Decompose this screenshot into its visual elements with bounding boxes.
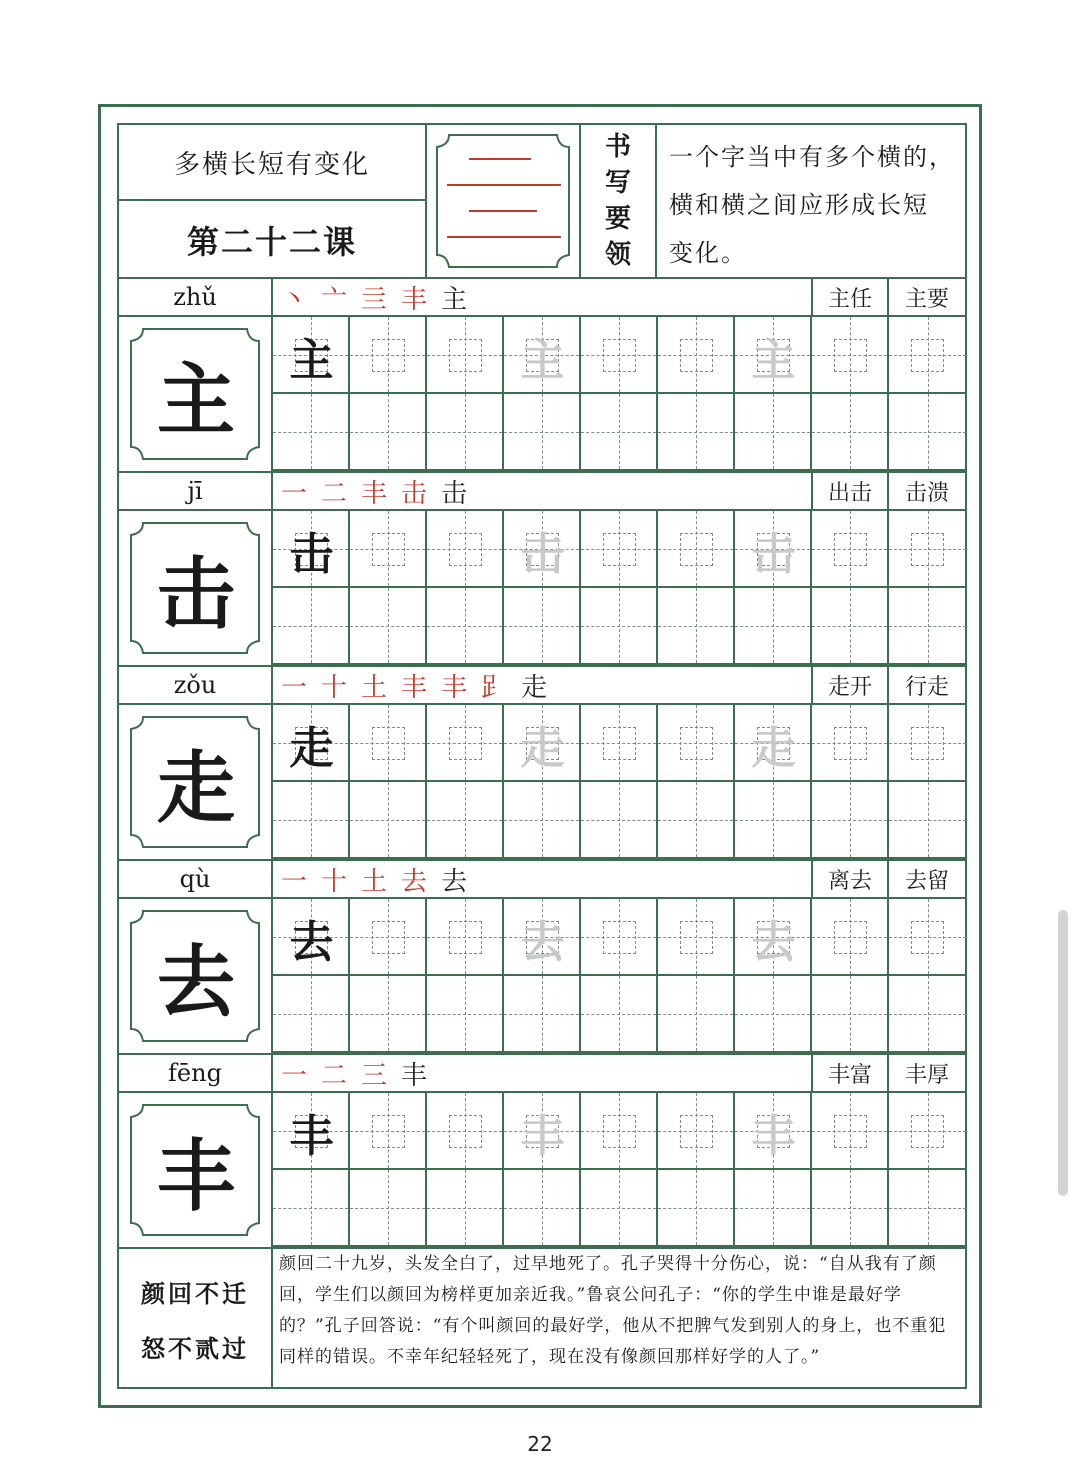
practice-cell[interactable] xyxy=(504,1093,581,1170)
stroke-step: 𧾷 xyxy=(481,672,508,703)
lesson-title-cell xyxy=(119,125,427,277)
writing-key-label xyxy=(581,125,657,277)
trace-character: 走 xyxy=(520,722,565,774)
practice-grid xyxy=(273,899,965,1053)
practice-cell[interactable] xyxy=(504,705,581,782)
tip-line: 变化。 xyxy=(669,239,747,267)
stroke-order xyxy=(273,1055,813,1093)
practice-cell[interactable] xyxy=(889,511,966,588)
trace-character: 去 xyxy=(751,916,796,968)
practice-cell[interactable] xyxy=(735,588,812,665)
lesson-header xyxy=(119,125,965,279)
trace-character: 主 xyxy=(751,334,796,386)
sample-character: 主 xyxy=(289,334,334,386)
stroke-step: 亖 xyxy=(361,284,388,315)
example-word: 行走 xyxy=(889,667,965,705)
label-char: 领 xyxy=(604,240,631,270)
practice-cell[interactable] xyxy=(889,1170,966,1247)
practice-cell[interactable] xyxy=(581,317,658,394)
tip-line: 横和横之间应形成长短 xyxy=(669,191,929,219)
practice-cell[interactable] xyxy=(427,1093,504,1170)
trace-character: 丰 xyxy=(520,1110,565,1162)
stroke-step: 一 xyxy=(281,672,308,703)
practice-cell[interactable] xyxy=(889,782,966,859)
tip-line: 一个字当中有多个横的， xyxy=(669,143,955,171)
practice-cell[interactable] xyxy=(504,782,581,859)
practice-cell[interactable] xyxy=(889,394,966,471)
stroke-step: 丰 xyxy=(401,672,428,703)
practice-cell[interactable] xyxy=(350,705,427,782)
pinyin: zhǔ xyxy=(119,279,273,317)
practice-cell[interactable] xyxy=(735,705,812,782)
model-character-box xyxy=(119,511,273,665)
practice-cell[interactable] xyxy=(581,782,658,859)
practice-grid xyxy=(273,317,965,471)
practice-cell[interactable] xyxy=(812,705,889,782)
trace-character: 去 xyxy=(520,916,565,968)
scrollbar[interactable] xyxy=(1058,910,1068,1196)
stroke-order xyxy=(273,667,813,705)
stroke-step: 去 xyxy=(401,866,428,897)
practice-cell[interactable] xyxy=(889,899,966,976)
stroke-step: 丰 xyxy=(401,284,428,315)
practice-cell[interactable] xyxy=(658,705,735,782)
stroke-step: 主 xyxy=(441,284,468,315)
label-char: 写 xyxy=(604,168,631,198)
practice-cell[interactable] xyxy=(350,588,427,665)
model-character: 走 xyxy=(156,743,235,834)
practice-cell[interactable] xyxy=(581,588,658,665)
practice-cell[interactable] xyxy=(504,394,581,471)
character-row xyxy=(119,1055,965,1249)
practice-cell[interactable] xyxy=(658,976,735,1053)
stroke-step: 二 xyxy=(321,1060,348,1091)
practice-grid xyxy=(273,705,965,859)
stroke-step: 土 xyxy=(361,672,388,703)
practice-cell[interactable] xyxy=(504,317,581,394)
practice-cell[interactable] xyxy=(581,976,658,1053)
idiom-line: 怒不贰过 xyxy=(141,1334,249,1363)
practice-cell[interactable] xyxy=(735,394,812,471)
story-text: 颜回二十九岁，头发全白了，过早地死了。孔子哭得十分伤心，说：“自从我有了颜回，学生们以颜回为榜样更加亲近我。”鲁哀公问孔子：“你的学生中谁是最好学的？”孔子回答说：“有个叫颜回的最好学，他从不把脾气发到别人的身上，也不重犯同样的错误。不幸年纪轻轻死了，现在没有像颜回那样好学的人了。” xyxy=(279,1254,947,1367)
practice-cell[interactable] xyxy=(427,782,504,859)
practice-cell[interactable] xyxy=(812,782,889,859)
practice-cell[interactable] xyxy=(273,705,350,782)
model-character: 主 xyxy=(156,355,235,446)
example-word: 离去 xyxy=(813,861,889,899)
practice-cell[interactable] xyxy=(812,394,889,471)
practice-cell[interactable] xyxy=(427,511,504,588)
practice-cell[interactable] xyxy=(581,705,658,782)
idiom xyxy=(119,1249,273,1389)
label-char: 书 xyxy=(604,132,631,162)
model-character: 丰 xyxy=(156,1131,235,1222)
practice-cell[interactable] xyxy=(889,588,966,665)
practice-cell[interactable] xyxy=(273,782,350,859)
practice-cell[interactable] xyxy=(889,1093,966,1170)
stroke-step: 去 xyxy=(441,866,468,897)
practice-cell[interactable] xyxy=(504,976,581,1053)
pinyin: fēng xyxy=(119,1055,273,1093)
example-word: 走开 xyxy=(813,667,889,705)
practice-cell[interactable] xyxy=(350,1170,427,1247)
trace-character: 击 xyxy=(520,528,565,580)
stroke-step: 丰 xyxy=(441,672,468,703)
trace-character: 走 xyxy=(751,722,796,774)
example-word: 击溃 xyxy=(889,473,965,511)
pinyin: zǒu xyxy=(119,667,273,705)
practice-cell[interactable] xyxy=(658,1170,735,1247)
stroke-step: 丰 xyxy=(361,478,388,509)
practice-cell[interactable] xyxy=(658,588,735,665)
model-character-box xyxy=(119,899,273,1053)
practice-cell[interactable] xyxy=(273,1093,350,1170)
practice-cell[interactable] xyxy=(581,511,658,588)
lesson-number: 第二十二课 xyxy=(186,223,357,261)
stroke-step: 土 xyxy=(361,866,388,897)
model-character-box xyxy=(119,705,273,859)
example-word: 主任 xyxy=(813,279,889,317)
practice-cell[interactable] xyxy=(581,1170,658,1247)
practice-cell[interactable] xyxy=(427,1170,504,1247)
practice-cell[interactable] xyxy=(889,976,966,1053)
practice-cell[interactable] xyxy=(427,976,504,1053)
practice-cell[interactable] xyxy=(273,317,350,394)
practice-cell[interactable] xyxy=(273,899,350,976)
character-row xyxy=(119,279,965,473)
practice-cell[interactable] xyxy=(273,976,350,1053)
story-section xyxy=(119,1249,965,1389)
model-character-box xyxy=(119,317,273,471)
practice-cell[interactable] xyxy=(504,1170,581,1247)
stroke-step: 亠 xyxy=(321,284,348,315)
practice-cell[interactable] xyxy=(350,317,427,394)
stroke-order xyxy=(273,861,813,899)
stroke-step: 一 xyxy=(281,866,308,897)
practice-cell[interactable] xyxy=(350,1093,427,1170)
practice-cell[interactable] xyxy=(812,1093,889,1170)
practice-cell[interactable] xyxy=(812,976,889,1053)
practice-cell[interactable] xyxy=(504,899,581,976)
practice-cell[interactable] xyxy=(427,317,504,394)
character-row xyxy=(119,473,965,667)
practice-grid xyxy=(273,1093,965,1247)
example-word: 丰厚 xyxy=(889,1055,965,1093)
sample-character: 击 xyxy=(289,528,334,580)
practice-cell[interactable] xyxy=(658,317,735,394)
worksheet xyxy=(98,104,982,1408)
practice-cell[interactable] xyxy=(812,588,889,665)
page-number: 22 xyxy=(527,1432,553,1456)
practice-cell[interactable] xyxy=(658,899,735,976)
stroke-order xyxy=(273,279,813,317)
practice-cell[interactable] xyxy=(735,317,812,394)
practice-cell[interactable] xyxy=(273,588,350,665)
trace-character: 击 xyxy=(751,528,796,580)
practice-cell[interactable] xyxy=(735,1093,812,1170)
practice-cell[interactable] xyxy=(350,782,427,859)
trace-character: 主 xyxy=(520,334,565,386)
stroke-step: 二 xyxy=(321,478,348,509)
example-character-san xyxy=(427,125,581,277)
practice-cell[interactable] xyxy=(658,511,735,588)
example-word: 出击 xyxy=(813,473,889,511)
practice-cell[interactable] xyxy=(658,782,735,859)
worksheet-frame xyxy=(117,123,967,1389)
practice-cell[interactable] xyxy=(581,394,658,471)
stroke-step: 丰 xyxy=(401,1060,428,1091)
practice-cell[interactable] xyxy=(350,511,427,588)
practice-cell[interactable] xyxy=(812,899,889,976)
stroke-step: 击 xyxy=(441,478,468,509)
practice-cell[interactable] xyxy=(658,1093,735,1170)
practice-cell[interactable] xyxy=(504,511,581,588)
practice-cell[interactable] xyxy=(735,511,812,588)
practice-cell[interactable] xyxy=(889,317,966,394)
practice-cell[interactable] xyxy=(427,705,504,782)
stroke-step: 击 xyxy=(401,478,428,509)
stroke-step: 十 xyxy=(321,672,348,703)
pinyin: jī xyxy=(119,473,273,511)
pinyin: qù xyxy=(119,861,273,899)
practice-cell[interactable] xyxy=(735,782,812,859)
writing-tip xyxy=(657,125,965,277)
practice-cell[interactable] xyxy=(504,588,581,665)
stroke-step: 一 xyxy=(281,1060,308,1091)
character-row xyxy=(119,667,965,861)
practice-cell[interactable] xyxy=(658,394,735,471)
sample-character: 走 xyxy=(289,722,334,774)
stroke-step: 十 xyxy=(321,866,348,897)
example-word: 丰富 xyxy=(813,1055,889,1093)
lesson-topic: 多横长短有变化 xyxy=(119,125,425,201)
character-row xyxy=(119,861,965,1055)
model-character: 击 xyxy=(156,549,235,640)
practice-grid xyxy=(273,511,965,665)
model-character-box xyxy=(119,1093,273,1247)
practice-cell[interactable] xyxy=(812,317,889,394)
trace-character: 丰 xyxy=(751,1110,796,1162)
practice-cell[interactable] xyxy=(350,394,427,471)
san-diagram xyxy=(427,125,579,277)
example-word: 主要 xyxy=(889,279,965,317)
practice-cell[interactable] xyxy=(735,899,812,976)
practice-cell[interactable] xyxy=(427,394,504,471)
sample-character: 丰 xyxy=(289,1110,334,1162)
idiom-line: 颜回不迁 xyxy=(141,1279,249,1308)
practice-cell[interactable] xyxy=(735,1170,812,1247)
practice-cell[interactable] xyxy=(427,899,504,976)
practice-cell[interactable] xyxy=(273,511,350,588)
practice-cell[interactable] xyxy=(889,705,966,782)
stroke-step: 一 xyxy=(281,478,308,509)
practice-cell[interactable] xyxy=(812,511,889,588)
example-word: 去留 xyxy=(889,861,965,899)
practice-cell[interactable] xyxy=(812,1170,889,1247)
model-character: 去 xyxy=(156,937,235,1028)
practice-cell[interactable] xyxy=(427,588,504,665)
practice-cell[interactable] xyxy=(581,1093,658,1170)
stroke-order xyxy=(273,473,813,511)
practice-cell[interactable] xyxy=(581,899,658,976)
stroke-step: 走 xyxy=(521,672,548,703)
practice-cell[interactable] xyxy=(350,899,427,976)
stroke-step: 丶 xyxy=(281,284,308,315)
sample-character: 去 xyxy=(289,916,334,968)
practice-cell[interactable] xyxy=(273,1170,350,1247)
practice-cell[interactable] xyxy=(273,394,350,471)
label-char: 要 xyxy=(604,204,631,234)
practice-cell[interactable] xyxy=(735,976,812,1053)
stroke-step: 三 xyxy=(361,1060,388,1091)
practice-cell[interactable] xyxy=(350,976,427,1053)
